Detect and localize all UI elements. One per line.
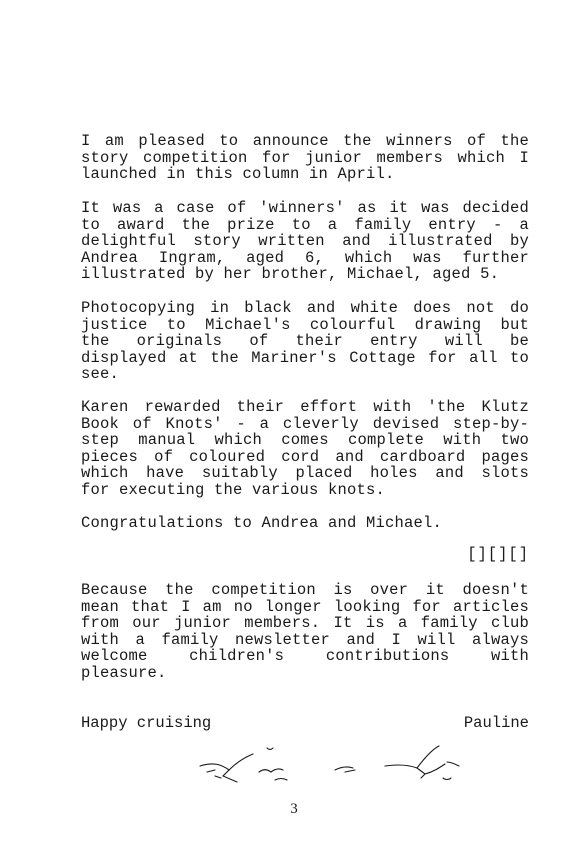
text-line: justice to Michael's colourful drawing but — [81, 315, 529, 334]
text-line: It was a case of 'winners' as it was decided — [81, 199, 529, 217]
text-line: with a family newsletter and I will always — [81, 630, 529, 649]
paragraph-photocopying — [81, 300, 529, 383]
signoff — [81, 714, 529, 732]
text-line: I am pleased to announce the winners of the — [81, 132, 529, 150]
text-line: for executing the various knots. — [81, 480, 386, 499]
text-line: step manual which comes complete with two — [81, 431, 529, 450]
text-line: the originals of their entry will be — [81, 332, 529, 351]
section-separator: [][][] — [467, 545, 529, 563]
text-line: Book of Knots' - a cleverly devised step-by- — [81, 414, 529, 433]
text-line: Andrea Ingram, aged 6, which was further — [81, 248, 529, 267]
text-line: from our junior members. It is a family club — [81, 614, 529, 633]
text-line: Photocopying in black and white does not do — [81, 299, 529, 317]
text-line: story competition for junior members which I — [81, 148, 529, 167]
text-line: which have suitably placed holes and slots — [81, 464, 529, 483]
text-line: see. — [81, 365, 120, 384]
paragraph-reward — [81, 399, 529, 499]
text-line: Because the competition is over it doesn't — [81, 581, 529, 599]
text-line: Karen rewarded their effort with 'the Klutz — [81, 398, 529, 416]
paragraph-closing — [81, 582, 529, 682]
text-line: launched in this column in April. — [81, 165, 395, 184]
paragraph-winners — [81, 200, 529, 283]
text-line: delightful story written and illustrated by — [81, 232, 529, 251]
page-number: 3 — [290, 801, 298, 817]
paragraph-congratulations — [81, 515, 529, 532]
text-line: displayed at the Mariner's Cottage for all to — [81, 348, 529, 367]
text-line: welcome children's contributions with — [81, 647, 529, 666]
text-line: mean that I am no longer looking for articles — [81, 597, 529, 616]
signoff-greeting: Happy cruising — [81, 714, 212, 732]
text-line: Congratulations to Andrea and Michael. — [81, 514, 443, 532]
text-line: illustrated by her brother, Michael, aged 5. — [81, 265, 500, 284]
text-line: pleasure. — [81, 663, 167, 682]
signoff-author: Pauline — [463, 714, 529, 732]
seagulls-illustration — [195, 742, 475, 792]
paragraph-announcement — [81, 133, 529, 183]
text-line: to award the prize to a family entry - a — [81, 215, 529, 234]
text-line: pieces of coloured cord and cardboard pages — [81, 447, 529, 466]
